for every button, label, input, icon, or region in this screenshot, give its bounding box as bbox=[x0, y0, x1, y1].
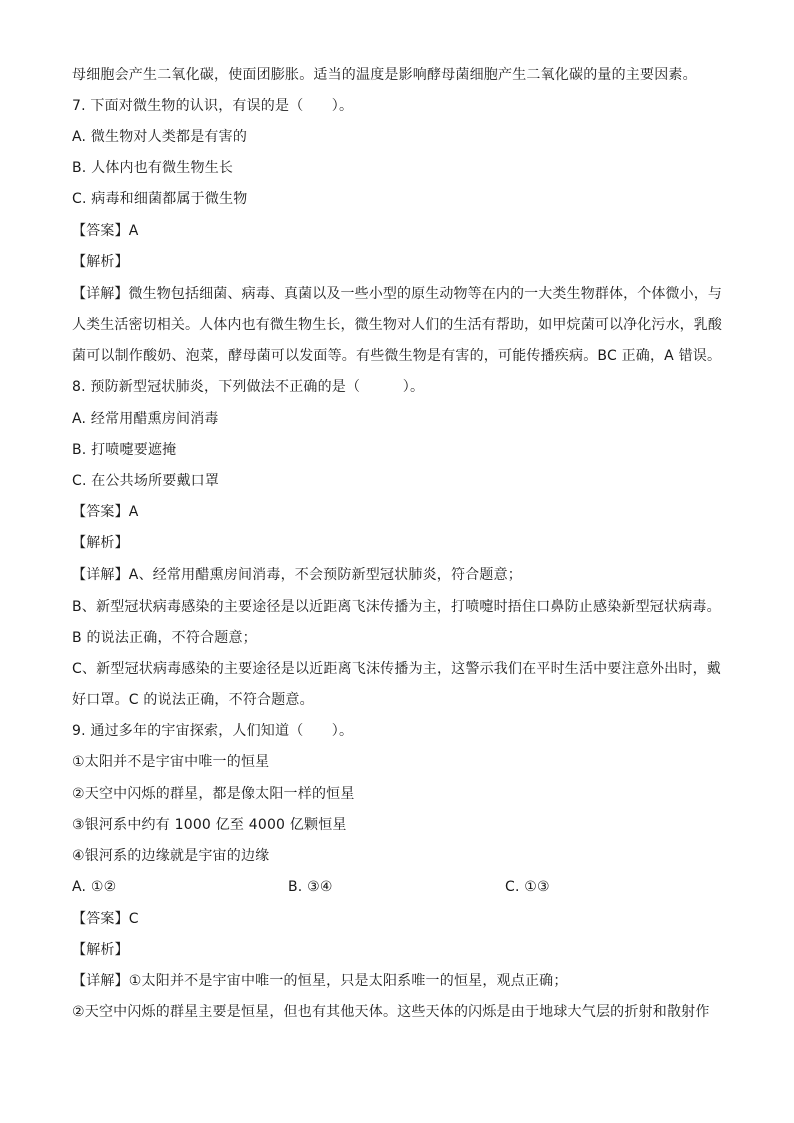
text-line: 母细胞会产生二氧化碳，使面团膨胀。适当的温度是影响酵母菌细胞产生二氧化碳的量的主要因素。 bbox=[72, 67, 697, 83]
option-c: C. ①③ bbox=[505, 879, 550, 895]
explanation-line: 好口罩。C 的说法正确，不符合题意。 bbox=[72, 692, 314, 708]
option-c: C. 在公共场所要戴口罩 bbox=[72, 473, 220, 489]
explanation-line: 【详解】微生物包括细菌、病毒、真菌以及一些小型的原生动物等在内的一大类生物群体，个体微小，与 bbox=[72, 286, 722, 302]
analysis-label: 【解析】 bbox=[72, 942, 129, 958]
question-8: 8. 预防新型冠状肺炎，下列做法不正确的是（ ）。 bbox=[72, 379, 425, 395]
option-a: A. ①② bbox=[72, 879, 117, 895]
answer-label: 【答案】A bbox=[72, 504, 139, 520]
analysis-label: 【解析】 bbox=[72, 535, 129, 551]
explanation-line: B、新型冠状病毒感染的主要途径是以近距离飞沫传播为主，打喷嚏时捂住口鼻防止感染新型冠状病毒。 bbox=[72, 599, 721, 615]
option-a: A. 经常用醋熏房间消毒 bbox=[72, 411, 219, 427]
answer-label: 【答案】C bbox=[72, 911, 139, 927]
explanation-line: C、新型冠状病毒感染的主要途径是以近距离飞沫传播为主，这警示我们在平时生活中要注意外出时，戴 bbox=[72, 661, 721, 677]
option-c: C. 病毒和细菌都属于微生物 bbox=[72, 191, 248, 207]
explanation-line: 【详解】A、经常用醋熏房间消毒，不会预防新型冠状肺炎，符合题意； bbox=[72, 567, 522, 583]
explanation-line: 【详解】①太阳并不是宇宙中唯一的恒星，只是太阳系唯一的恒星，观点正确； bbox=[72, 973, 568, 989]
explanation-line: ②天空中闪烁的群星主要是恒星，但也有其他天体。这些天体的闪烁是由于地球大气层的折射和散射作 bbox=[72, 1004, 710, 1020]
option-b: B. 打喷嚏要遮掩 bbox=[72, 442, 177, 458]
answer-label: 【答案】A bbox=[72, 223, 139, 239]
statement-1: ①太阳并不是宇宙中唯一的恒星 bbox=[72, 754, 270, 770]
option-b: B. 人体内也有微生物生长 bbox=[72, 160, 234, 176]
question-9: 9. 通过多年的宇宙探索，人们知道（ ）。 bbox=[72, 723, 354, 739]
explanation-line: 菌可以制作酸奶、泡菜，酵母菌可以发面等。有些微生物是有害的，可能传播疾病。BC 正确，A 错误。 bbox=[72, 348, 722, 364]
statement-4: ④银河系的边缘就是宇宙的边缘 bbox=[72, 848, 270, 864]
explanation-line: B 的说法正确，不符合题意； bbox=[72, 630, 257, 646]
question-7: 7. 下面对微生物的认识，有误的是（ ）。 bbox=[72, 98, 354, 114]
statement-3: ③银河系中约有 1000 亿至 4000 亿颗恒星 bbox=[72, 817, 347, 833]
analysis-label: 【解析】 bbox=[72, 254, 129, 270]
option-b: B. ③④ bbox=[288, 879, 333, 895]
option-a: A. 微生物对人类都是有害的 bbox=[72, 129, 248, 145]
options-row bbox=[72, 877, 116, 897]
statement-2: ②天空中闪烁的群星，都是像太阳一样的恒星 bbox=[72, 786, 355, 802]
explanation-line: 人类生活密切相关。人体内也有微生物生长，微生物对人们的生活有帮助，如甲烷菌可以净化污水，乳酸 bbox=[72, 317, 722, 333]
